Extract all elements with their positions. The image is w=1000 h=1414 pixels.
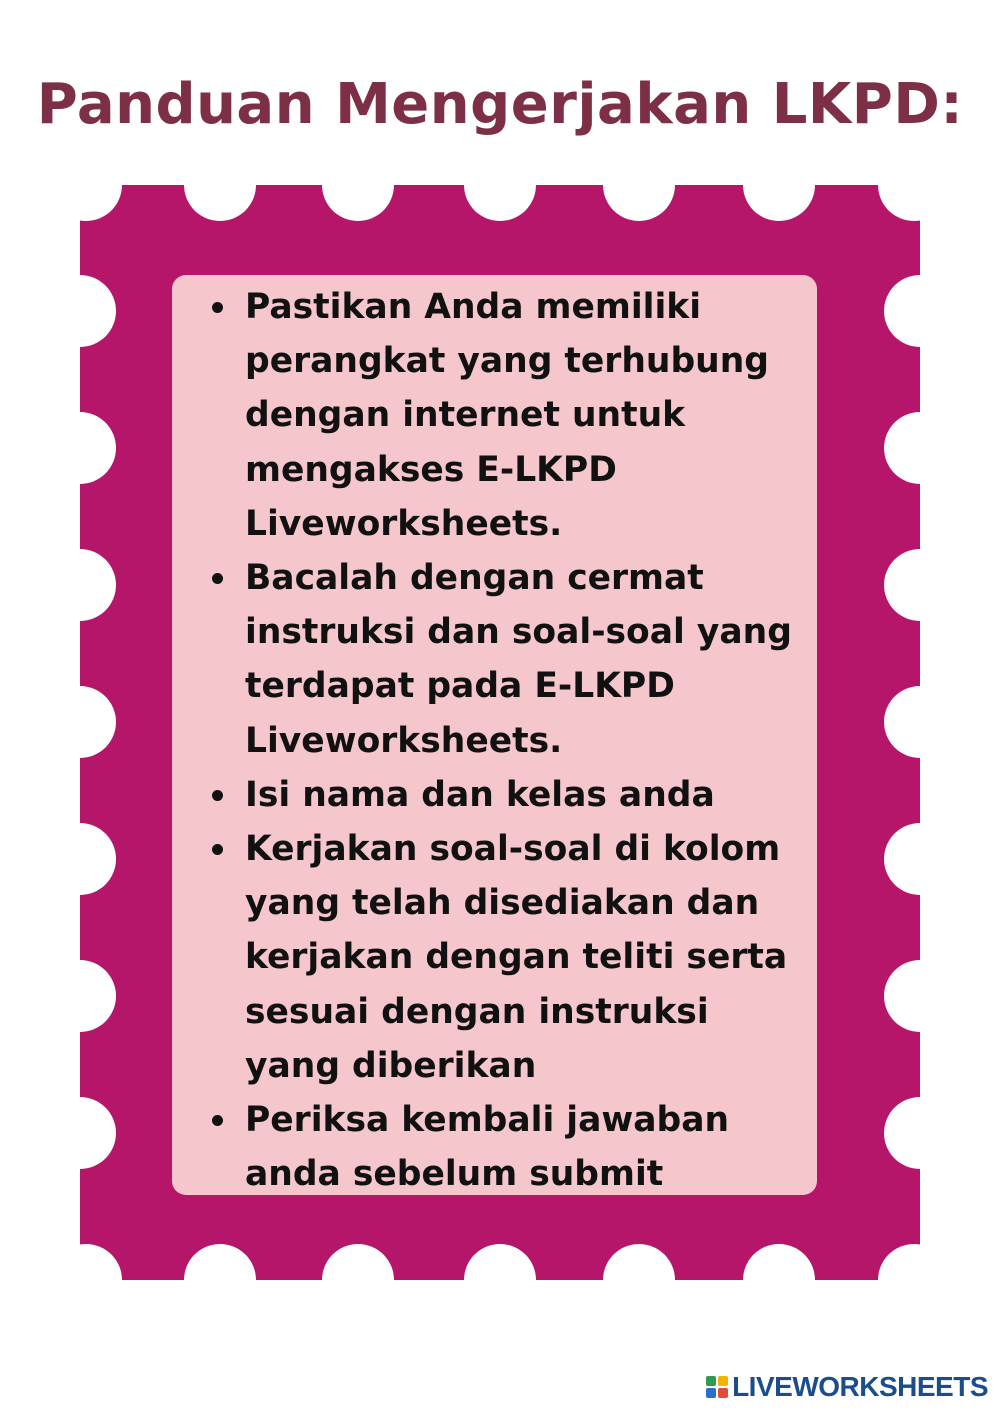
stamp-perforation (80, 823, 116, 895)
liveworksheets-branding[interactable] (706, 1372, 988, 1402)
stamp-perforation (80, 686, 116, 758)
stamp-perforation (878, 1244, 920, 1280)
stamp-perforation (80, 275, 116, 347)
stamp-perforation (884, 823, 920, 895)
stamp-perforation (80, 960, 116, 1032)
bullet-icon (212, 790, 223, 801)
stamp-perforation (322, 185, 394, 221)
stamp-perforation (878, 185, 920, 221)
stamp-perforation (884, 1097, 920, 1169)
stamp-perforation (884, 686, 920, 758)
bullet-icon (212, 1115, 223, 1126)
stamp-perforation (322, 1244, 394, 1280)
stamp-perforation (884, 549, 920, 621)
stamp-perforation (464, 185, 536, 221)
instructions-list (205, 280, 815, 1201)
list-item (205, 280, 815, 551)
stamp-perforation (884, 412, 920, 484)
stamp-perforation (603, 1244, 675, 1280)
stamp-perforation (184, 185, 256, 221)
stamp-perforation (743, 185, 815, 221)
stamp-perforation (80, 1244, 122, 1280)
stamp-perforation (80, 549, 116, 621)
list-item (205, 768, 815, 822)
liveworksheets-logo-icon (706, 1376, 728, 1398)
instruction-text: Isi nama dan kelas anda (245, 774, 715, 815)
stamp-perforation (80, 185, 122, 221)
list-item (205, 822, 815, 1093)
stamp-perforation (184, 1244, 256, 1280)
brand-name: LIVEWORKSHEETS (732, 1371, 988, 1402)
stamp-perforation (464, 1244, 536, 1280)
list-item (205, 1093, 815, 1201)
instruction-text: Pastikan Anda memiliki perangkat yang terhubung dengan internet untuk mengakses E-LKPD Liveworksheets. (245, 287, 769, 544)
instruction-text: Bacalah dengan cermat instruksi dan soal-soal yang terdapat pada E-LKPD Liveworksheets. (245, 558, 792, 761)
bullet-icon (212, 302, 223, 313)
stamp-perforation (80, 1097, 116, 1169)
instruction-text: Periksa kembali jawaban anda sebelum submit (245, 1100, 730, 1195)
stamp-perforation (80, 412, 116, 484)
stamp-perforation (884, 275, 920, 347)
stamp-perforation (603, 185, 675, 221)
instruction-text: Kerjakan soal-soal di kolom yang telah disediakan dan kerjakan dengan teliti serta sesuai dengan instruksi yang diberikan (245, 829, 788, 1086)
bullet-icon (212, 844, 223, 855)
page-title: Panduan Mengerjakan LKPD: (36, 72, 964, 137)
list-item (205, 551, 815, 768)
stamp-perforation (884, 960, 920, 1032)
bullet-icon (212, 573, 223, 584)
stamp-perforation (743, 1244, 815, 1280)
